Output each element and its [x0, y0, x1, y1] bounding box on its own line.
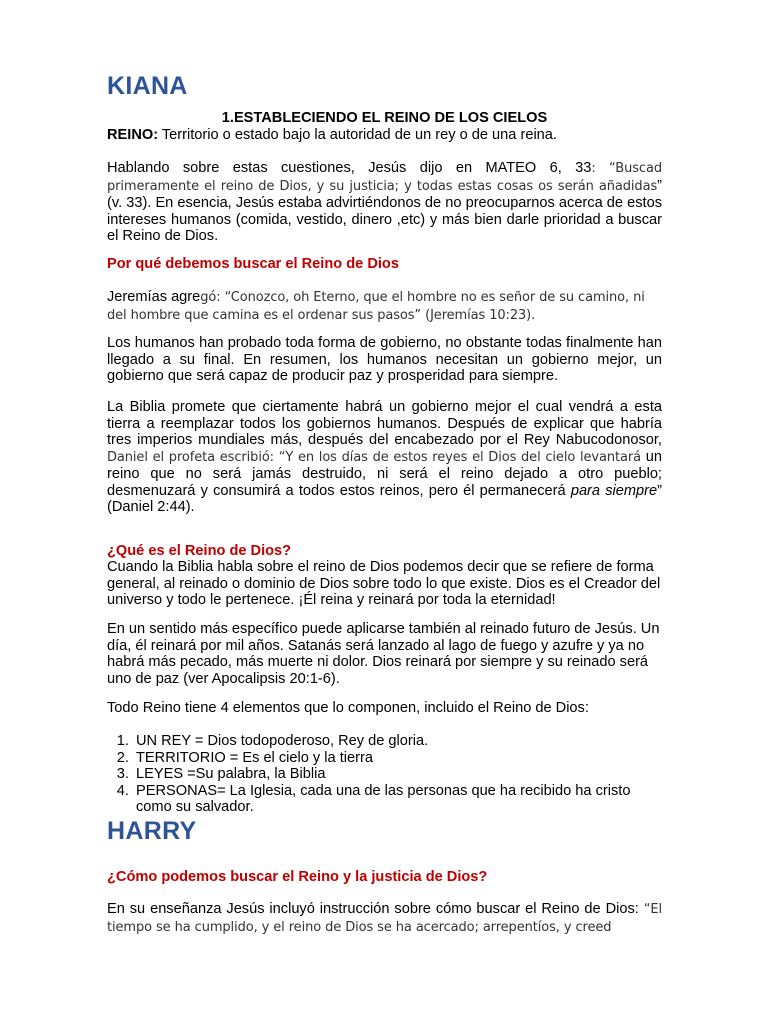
- paragraph-mateo: [107, 160, 662, 245]
- p4-c: un reino que no será jamás destruido, ni será el reino dejado a otro pueblo; desmenuzará y consumirá a todos estos reinos, pero él permanecerá: [107, 448, 662, 499]
- p1-a: Hablando sobre estas cuestiones, Jesús dijo en MATEO 6, 33: [107, 160, 592, 176]
- author-name-kiana: KIANA: [107, 72, 188, 100]
- p1-c: serán añadidas: [557, 178, 658, 194]
- paragraph-reino-definicion: Cuando la Biblia habla sobre el reino de Dios podemos decir que se refiere de forma general, al reinado o dominio de Dios sobre todo lo que existe. Dios es el Creador del universo y todo le pertenece. ¡Él reina y reinará por toda la eternidad!: [107, 559, 661, 608]
- section-title: 1.ESTABLECIENDO EL REINO DE LOS CIELOS: [221, 110, 548, 126]
- reino-label: REINO:: [107, 127, 159, 143]
- author-name-harry: HARRY: [107, 817, 197, 845]
- p2-a: Jeremías agre: [107, 289, 201, 305]
- list-item: 4. PERSONAS= La Iglesia, cada una de las personas que ha recibido ha cristo como su salvador.: [133, 783, 662, 816]
- p2-b: gó: “Conozco, oh Eterno, que el hombre no es señor de su camino, ni del hombre que camina es el ordenar sus pasos” (Jeremías 10:23).: [107, 290, 645, 323]
- paragraph-ensenanza: [107, 901, 662, 936]
- list-item: 3. LEYES =Su palabra, la Biblia: [133, 766, 662, 783]
- paragraph-biblia-promete: [107, 399, 662, 516]
- heading-que-es: ¿Qué es el Reino de Dios?: [107, 543, 292, 559]
- reino-text: Territorio o estado bajo la autoridad de un rey o de una reina.: [158, 127, 557, 143]
- p4-d: para siempre: [570, 482, 658, 499]
- paragraph-sentido-especifico: En un sentido más específico puede aplicarse también al reinado futuro de Jesús. Un día, él reinará por mil años. Satanás será lanzado al lago de fuego y azufre y ya no habrá más pecado, más muerte ni dolor. Dios reinará por siempre y su reinado será uno de paz (ver Apocalipsis 20:1-6).: [107, 621, 660, 687]
- p4-a: La Biblia promete que ciertamente habrá un gobierno mejor el cual vendrá a esta tierra a reemplazar todos los gobiernos humanos. Después de explicar que habría tres imperios mundiales más, después del encabezado por el Rey Nabucodonosor,: [107, 399, 662, 448]
- paragraph-jeremias: [107, 289, 662, 324]
- p8-b: “El tiempo se ha cumplido, y el reino de Dios se ha acercado; arrepentíos, y creed: [107, 902, 662, 935]
- paragraph-elementos: Todo Reino tiene 4 elementos que lo componen, incluido el Reino de Dios:: [107, 700, 589, 716]
- reino-definition: [107, 127, 662, 144]
- list-item: 1. UN REY = Dios todopoderoso, Rey de gloria.: [133, 733, 662, 750]
- p1-b: : “Buscad primeramente el reino de Dios, y su justicia; y todas estas cosas os: [107, 161, 662, 194]
- heading-por-que: Por qué debemos buscar el Reino de Dios: [107, 256, 399, 272]
- p4-b: Daniel el profeta escribió: “Y en los días de estos reyes el Dios del cielo levantará: [107, 449, 641, 465]
- list-item: 2. TERRITORIO = Es el cielo y la tierra: [133, 750, 662, 767]
- p8-a: En su enseñanza Jesús incluyó instrucción sobre cómo buscar el Reino de Dios:: [107, 901, 644, 917]
- elements-list: [107, 733, 662, 816]
- p4-e: ” (Daniel 2:44).: [107, 482, 662, 515]
- p1-d: ” (v. 33). En esencia, Jesús estaba advirtiéndonos de no preocuparnos acerca de estos intereses humanos (comida, vestido, dinero ,etc) y más bien darle prioridad a buscar el Reino de Dios.: [107, 177, 662, 244]
- heading-como-buscar: ¿Cómo podemos buscar el Reino y la justicia de Dios?: [107, 869, 488, 885]
- paragraph-gobiernos: Los humanos han probado toda forma de gobierno, no obstante todas finalmente han llegado a su final. En resumen, los humanos necesitan un gobierno mejor, un gobierno que será capaz de producir paz y prosperidad para siempre.: [107, 335, 662, 384]
